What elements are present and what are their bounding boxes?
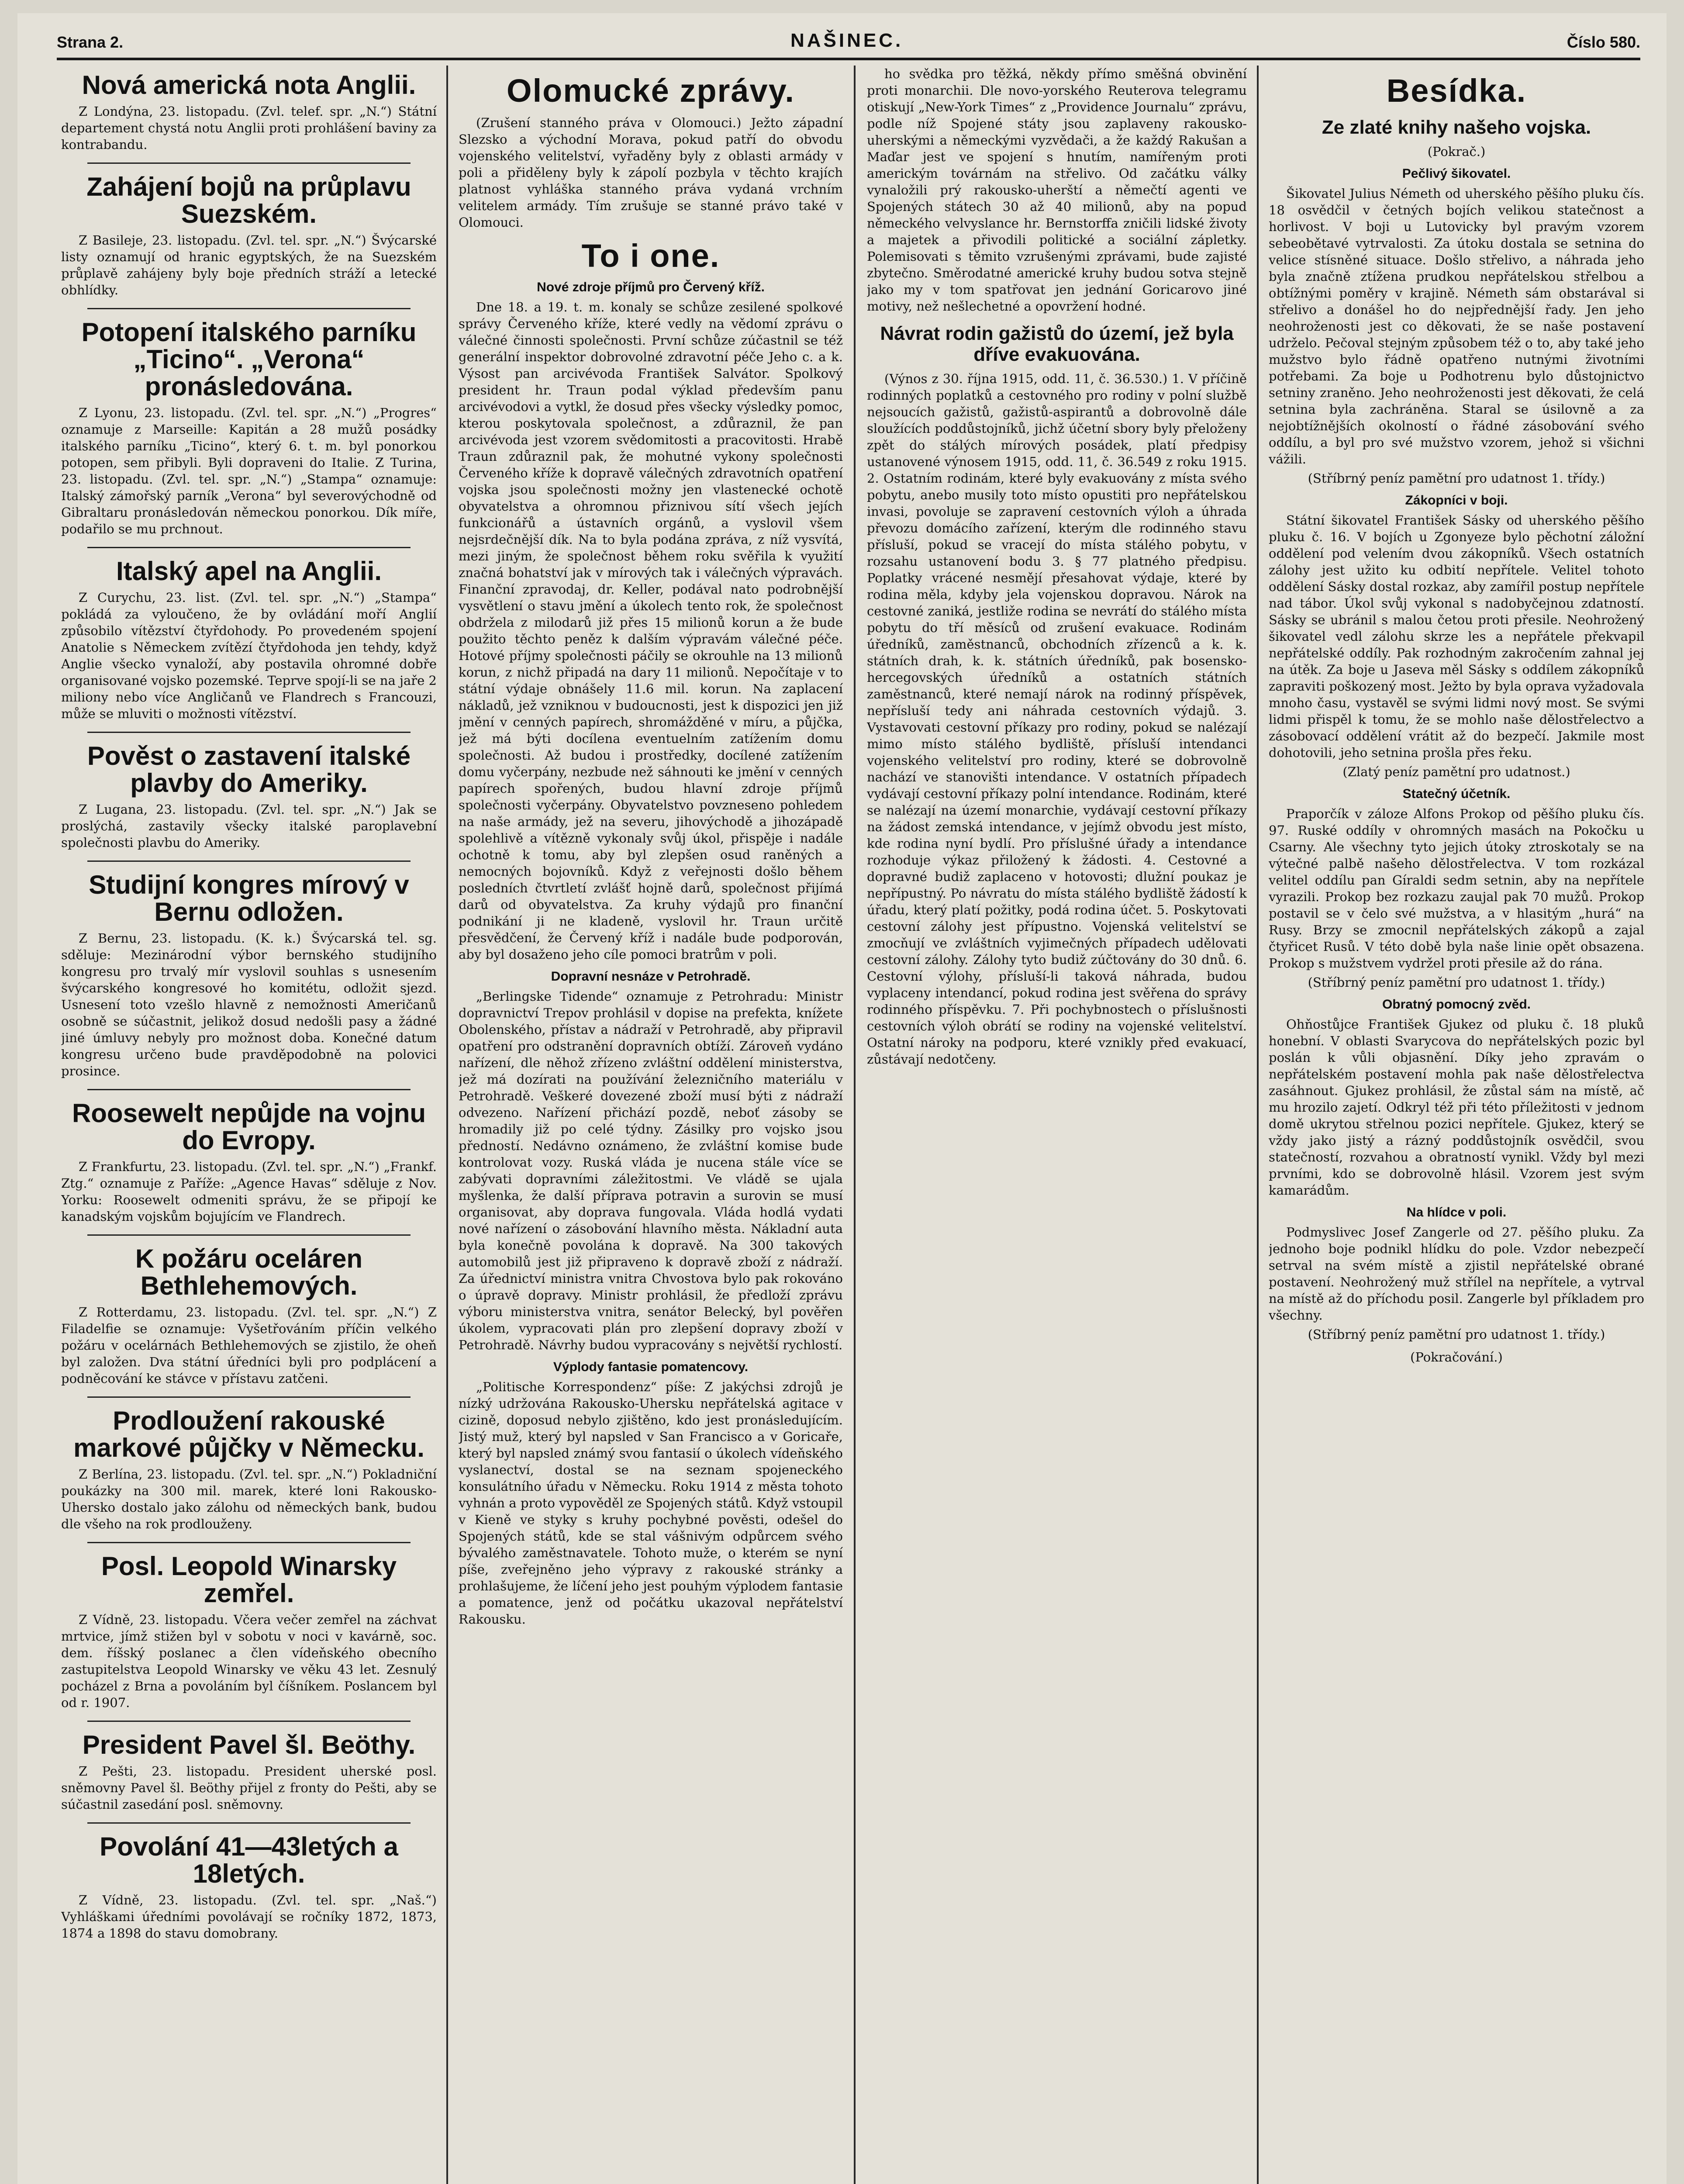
article-subheadline: Zákopníci v boji. bbox=[1405, 493, 1508, 508]
article-headline: President Pavel šl. Beöthy. bbox=[82, 1730, 416, 1759]
article-separator bbox=[87, 308, 411, 309]
article-text: Z Vídně, 23. listopadu. Včera večer zemřel na záchvat mrtvice, jímž stižen byl v sobotu v noci v kavárně, soc. dem. říšský poslanec a člen vídeňského obecního zastupitelstva Leopold Winarsky ve věku 43 let. Zesnulý pocházel z Brna a povoláním byl číšníkem. Poslancem byl od r. 1907. bbox=[61, 1612, 437, 1710]
article-headline: Potopení italského parníku „Ticino“. „Verona“ pronásledována. bbox=[81, 318, 417, 401]
article-note: (Zlatý peníz pamětní pro udatnost.) bbox=[1342, 764, 1570, 779]
article-text: Z Vídně, 23. listopadu. (Zvl. tel. spr. „Naš.“) Vyhláškami úředními povolávají se ročníky 1872, 1873, 1874 a 1898 do stavu domobrany. bbox=[61, 1893, 437, 1941]
article-text: Podmyslivec Josef Zangerle od 27. pěšího pluku. Za jednoho boje podnikl hlídku do pole. Vzdor nebezpečí setrval na svém místě a zjistil nepřátelské obrané postavení. Neohrožený muž střílel na nepřítele, a vytrval na místě až do příchodu posil. Zangerle byl příkladem pro všechny. bbox=[1269, 1225, 1644, 1323]
article-headline: Povolání 41—43letých a 18letých. bbox=[100, 1832, 398, 1888]
article-note: (Stříbrný peníz pamětní pro udatnost 1. třídy.) bbox=[1308, 471, 1605, 486]
article bbox=[1269, 1205, 1644, 1324]
article bbox=[61, 558, 437, 722]
article bbox=[1269, 1349, 1644, 1365]
article bbox=[1269, 470, 1644, 487]
article-text: Z Londýna, 23. listopadu. (Zvl. telef. spr. „N.“) Státní departement chystá notu Anglii proti prohlášení baviny za kontrabandu. bbox=[61, 104, 437, 152]
article-headline: To i one. bbox=[581, 238, 720, 274]
article-headline: Italský apel na Anglii. bbox=[116, 556, 382, 586]
article-subheadline: Nové zdroje příjmů pro Červený kříž. bbox=[537, 280, 765, 294]
article bbox=[61, 1407, 437, 1532]
article bbox=[61, 72, 437, 153]
article-text: Z Lugana, 23. listopadu. (Zvl. tel. spr. „N.“) Jak se proslýchá, zastavily všecky italské paroplavební společnosti plavbu do Ameriky. bbox=[61, 802, 437, 850]
article bbox=[1269, 73, 1644, 108]
newspaper-title: NAŠINEC. bbox=[790, 30, 904, 51]
article-text: Z Curychu, 23. list. (Zvl. tel. spr. „N.“) „Stampa“ pokládá za vyloučeno, že by ovládání moří Anglií způsobilo vítězství čtyřdohody. Po provedeném spojení Anatolie s Německem zvítězí čtyřdohoda jen tehdy, když Anglie všecko vynaloží, aby postavila ohromné dobře organisované vojsko pozemské. Teprve spojí-li se na jaře 2 miliony nebo více Angličanů ve Flandrech s Francouzi, může se mluviti o možnosti vítězství. bbox=[61, 590, 437, 721]
header-rule bbox=[57, 58, 1640, 60]
article-separator bbox=[87, 1396, 411, 1398]
article bbox=[459, 1359, 843, 1628]
article-text: Z Lyonu, 23. listopadu. (Zvl. tel. spr. „N.“) „Progres“ oznamuje z Marseille: Kapitán a 28 mužů posádky italského parníku „Ticino“, který 6. t. m. byl ponorkou potopen, sem přibyli. Byli dopraveni do Italie. Z Turina, 23. listopadu. (Zvl. tel. spr. „N.“) „Stampa“ oznamuje: Italský zámořský parník „Verona“ byl severovýchodně od Gibraltaru pronásledován německou ponorkou. Dík míře, podařilo se mu prchnout. bbox=[61, 405, 437, 536]
article-separator bbox=[87, 547, 411, 548]
article-note: (Stříbrný peníz pamětní pro udatnost 1. třídy.) bbox=[1308, 1327, 1605, 1342]
article-headline: Posl. Leopold Winarsky zemřel. bbox=[101, 1552, 397, 1608]
article bbox=[459, 238, 843, 273]
article-headline: Zahájení bojů na průplavu Suezském. bbox=[86, 172, 411, 228]
article-headline: Nová americká nota Anglii. bbox=[82, 70, 416, 100]
article-text: Z Rotterdamu, 23. listopadu. (Zvl. tel. spr. „N.“) Z Filadelfie se oznamuje: Vyšetřováním příčin velkého požáru v ocelárnách Bethlehemových se zjistilo, že oheň byl založen. Dva státní úředníci byli pro podplácení a podněcování ke stávce v přístavu zatčeni. bbox=[61, 1305, 437, 1386]
article-headline: Návrat rodin gažistů do území, jež byla dříve evakuována. bbox=[880, 323, 1234, 365]
article-headline: Prodloužení rakouské markové půjčky v Německu. bbox=[73, 1406, 424, 1462]
article bbox=[61, 319, 437, 537]
article-subheadline: Obratný pomocný zvěd. bbox=[1382, 997, 1531, 1012]
page-header bbox=[57, 21, 1640, 60]
article bbox=[61, 1833, 437, 1942]
article bbox=[1269, 117, 1644, 160]
article bbox=[1269, 764, 1644, 780]
article bbox=[1269, 166, 1644, 467]
column-divider bbox=[854, 66, 856, 2184]
article-note: (Stříbrný peníz pamětní pro udatnost 1. třídy.) bbox=[1308, 975, 1605, 990]
article bbox=[867, 66, 1247, 314]
column-divider bbox=[1257, 66, 1259, 2184]
column-4 bbox=[1269, 66, 1644, 2184]
article-text: (Zrušení stanného práva v Olomouci.) Ježto západní Slezsko a východní Morava, pokud patří do obvodu vojenského velitelství, vyřaděny byly z oblasti armády v poli a přiděleny byly k zápolí pozbyla v těchto krajích platnost vyhláška stanného práva vydaná vrchním velitelem armády. Tím zrušuje se stanné právo také v Olomouci. bbox=[459, 115, 843, 230]
article bbox=[61, 1731, 437, 1813]
article-note: (Pokračování.) bbox=[1410, 1350, 1503, 1365]
article bbox=[1269, 974, 1644, 991]
article-subheadline: Výplody fantasie pomatencovy. bbox=[553, 1360, 749, 1374]
article bbox=[61, 743, 437, 851]
article-headline: Besídka. bbox=[1386, 73, 1527, 109]
column-3 bbox=[867, 66, 1247, 2184]
article bbox=[61, 1245, 437, 1387]
article-note: (Pokrač.) bbox=[1427, 144, 1486, 159]
article-separator bbox=[87, 1542, 411, 1543]
article bbox=[61, 1553, 437, 1711]
article-text: Z Basileje, 23. listopadu. (Zvl. tel. spr. „N.“) Švýcarské listy oznamují od hranic egyptských, že na Suezském průplavě zahájeny byly boje předních stráží a letecké obhlídky. bbox=[61, 233, 437, 297]
article-separator bbox=[87, 732, 411, 733]
article-text: „Berlingske Tidende“ oznamuje z Petrohradu: Ministr dopravnictví Trepov prohlásil v dopise na prefekta, knížete Obolenského, přístav a nádraží v Petrohradě, aby připravil opatření pro odstranění dopravních obtíží. Zároveň vydáno nařízení, dle něhož zřízeno zvláštní oddělení ministerstva, jež má dozírati na používání železničního materiálu v Petrohradě. Veškeré dovezené zboží musí býti z nádraží odvezeno. Nařízení přichází pozdě, neboť zásoby se hromadily již po celé týdny. Zásilky pro vojsko jsou předností. Nedávno oznámeno, že zvláštní komise bude kontrolovat vozy. Ruská vláda je nucena stále více se zabývati dopravními záležitostmi. Ve vládě se ujala myšlenka, že další příprava potravin a surovin se musí organisovat, aby doprava fungovala. Vláda hodlá vydati nové nařízení o zásobování hlavního města. Nákladní auta byla konečně povolána k dopravě. Na 300 takových automobilů jest již připraveno k dopravě zboží z nádraží. Za úřednictví ministra vnitra Chvostova bylo pak rokováno o úpravě dopravy. Ministr prohlásil, že předloží zprávu výboru ministerstva vnitra, senátor Belecký, byl pověřen úkolem, vypracovati plán pro zlepšení dopravy zboží v Petrohradě. Návrhy budou vypracovány s největší rychlostí. bbox=[459, 989, 843, 1352]
article bbox=[1269, 493, 1644, 761]
article-text: ho svědka pro těžká, někdy přímo směšná obvinění proti monarchii. Dle novo-yorského Reuterova telegramu otiskují „New-York Times“ z „Providence Journalu“ zprávu, podle níž Spojené státy jsou zaplaveny rakousko-uherskými a německými vyzvědači, a že každý Rakušan a Maďar jest ve spojení s hnutím, namířeným proti americkým továrnám na střelivo. Od začátku války vynaložili prý rakousko-uherští a němečtí agenti ve Spojených státech 30 až 40 milionů, aby na popud německého velvyslance hr. Bernstorffa zničili lidské životy a majetek a přivodili politické a sociální zápletky. Polemisovati s těmito vzrušenými zprávami, bude zajisté zbytečno. Směrodatné americké kruhy budou sotva stejně jako my v tom spatřovat jen jednání Goricarovo jiné motivy, než nešlechetné a opovržení hodné. bbox=[867, 66, 1247, 314]
article-separator bbox=[87, 1234, 411, 1236]
article bbox=[61, 173, 437, 298]
article-headline: Pověst o zastavení italské plavby do Ameriky. bbox=[87, 741, 411, 798]
article-headline: Ze zlaté knihy našeho vojska. bbox=[1322, 117, 1591, 138]
article-text: „Politische Korrespondenz“ píše: Z jakýchsi zdrojů je nízký udržována Rakousko-Uhersku nepřátelská agitace v cizině, doposud nebylo zjištěno, kdo jest pronásledujícím. Jistý muž, který byl napsled v San Francisco a v Goricaře, který byl napsled známý svou fantasií o úkolech vídeňského vyslanectví, dostal se na seznam spojeneckého konsulátního úřadu v Německu. Roku 1914 z města tohoto vyhnán a proto vypověděl ze Spojených států. Když vstoupil v Kieně ve styky s kruhy pochybné pověsti, odešel do Spojených států, kde se stal vášnivým odpůrcem svého bývalého zaměstnavatele. Tohoto muže, o kterém se nyní píše, zveřejněno jeho výpravy z rakouské stránky a prohlašujeme, že líčení jeho jest pouhým výplodem fantasie a pomatence, jenž od počátku ukazoval nepřátelství Rakousku. bbox=[459, 1379, 843, 1627]
article-separator bbox=[87, 1089, 411, 1090]
article-text: Šikovatel Julius Németh od uherského pěšího pluku čís. 18 osvědčil v četných bojích velikou statečnost a horlivost. V boji u Lutovicky byl pravým vzorem sebeobětavé vytrvalosti. Za útoku dostala se setnina do velice stísněné situace. Došlo střelivo, a náhrada jeho byla značně ztížena prudkou nepřátelskou střelbou a obtížnými poměry v krajině. Németh sám obstarával si střelivo a donášel ho do nejpřednější řady. Jen jeho neohroženosti jest co děkovati, že se naše postavení udrželo. Pečoval stejným způsobem též o to, aby také jeho mužstvo bylo řádně opatřeno nutnými životními potřebami. Za boje u Podhotrenu bylo důstojnictvo setniny zraněno. Jeho neohroženosti jest děkovati, že celá setnina byla zachráněna. Staral se úsilovně a za nejobtížnějších okolností o řádné zásobování svého oddílu, a byl pro své mužstvo vzorem, jehož si všichni vážili. bbox=[1269, 186, 1644, 467]
article-headline: Studijní kongres mírový v Bernu odložen. bbox=[89, 870, 409, 926]
article-text: Z Pešti, 23. listopadu. President uherské posl. sněmovny Pavel šl. Beöthy přijel z fronty do Pešti, aby se súčastnil zasedání posl. sněmovny. bbox=[61, 1764, 437, 1812]
page-number: Strana 2. bbox=[57, 33, 124, 51]
article-text: Ohňostůjce František Gjukez od pluku č. 18 pluků honební. V oblasti Svarycova do nepřátelských pozic byl poslán k vůli objasnění. Díky jeho zpravám o nepřátelském postavení mohla pak naše dělostřelectva zasáhnout. Gjukez prohlásil, že zůstal sám na místě, ač mu hrozilo zajetí. Odkryl též při této příležitosti v jednom domě ukrytou střelnou pozici nepřítele. Gjukez, který se vždy jako jistý a rázný poddůstojník osvědčil, svou statečností, rozvahou a obratností vynikl. Vždy byl mezi prvními, kdo se dobrovolně hlásil. Vzorem jest svým kamarádům. bbox=[1269, 1017, 1644, 1198]
issue-number: Číslo 580. bbox=[1567, 33, 1640, 51]
column-2 bbox=[459, 66, 843, 2184]
article-text: Dne 18. a 19. t. m. konaly se schůze zesilené spolkové správy Červeného kříže, které vedly na vědomí zprávu o válečné činnosti společnosti. První schůze zúčastnil se též generální inspektor dobrovolné zdravotní péče Jeho c. a k. Výsost pan arcivévoda František Salvátor. Spolkový president hr. Traun podal výklad především panu arcivévodovi a vytkl, že dosud přes všecky výsledky pomoc, kterou poskytovala společnost, a zdůraznil, že pan arcivévoda jest vzorem svědomitosti a pracovitosti. Hrabě Traun zdůraznil pak, že mohutné vykony společnosti Červeného kříže k dopravě válečných zdravotních opatření vojska jsou společnosti možny jen vlastenecké ochotě obyvatelstva a ohromnou přiznivou sítí všech jejích funkcionářů a ústavních orgánů, a vyslovil všem nejsrdečnější dík. Na to byla podána zpráva, z níž vysvítá, mezi jiným, že společnost během roku svěřila k využití značná bohatství jak v mírových tak i válečných výpravách. Finanční zpravodaj, dr. Keller, podával nato podrobnější vysvětlení o stavu jmění a úkolech tento rok, že společnost obdržela z milodarů již přes 15 milionů korun a že bude použito těchto peněz k dalším výpravám válečné péče. Hotové příjmy společnosti páčily se okrouhle na 13 milionů korun, z nichž připadá na dary 11 milionů. Nepočítaje v to státní výdaje obnášely 11.6 mil. korun. Na zaplacení nákladů, jež vzniknou v budoucnosti, jest k dispozici jen již jmění v cenných papírech, shromážděné v míru, a půjčka, jež má býti docílena eventuelním zatížením domu společnosti. Až budou i prostředky, docílené zatížením domu vyčerpány, nezbude než sáhnouti ke jmění v cenných papírech spořených, budou hlavní zdroje příjmů společnosti vyčerpány. Obyvatelstvo povzneseno pohledem na naše armády, jež na severu, jihovýchodě a jihozápadě spolehlivě a vítězně vykonaly svůj úkol, přispěje i nadále ochotně k tomu, aby byl zlepšen osud raněných a nemocných bojovníků. Když z veřejnosti došlo během posledních čtvrtletí zvlášť hojně darů, společnost přijímá darů od obyvatelstva. Za kruhy výdajů pro finanční podnikání ji ne kladeně, vyslovil hr. Traun určitě přesvědčení, že Červený kříž i nadále bude podporován, aby byl dosaženo jeho cíle pomoci bratrům v poli. bbox=[459, 300, 843, 962]
article-subheadline: Na hlídce v poli. bbox=[1406, 1205, 1507, 1220]
article-subheadline: Pečlivý šikovatel. bbox=[1402, 166, 1511, 181]
article bbox=[61, 871, 437, 1079]
article-text: Praporčík v záloze Alfons Prokop od pěšího pluku čís. 97. Ruské oddíly v ohromných masách na Pokočku u Csarny. Ale všechny tyto jejich útoky ztroskotaly se na výtečné palbě našeho dělostřelectva. V tom rozkázal velitel oddílu pan Gíraldi sedm setnin, aby na nepřítele vyrazili. Prokop bez rozkazu zaujal pak 70 mužů. Prokop postavil se v čelo své mužstva, a v hlasitým „hurá“ na Rusy. Brzy se zmocnil nepřátelských zákopů a zajal čtyřicet Rusů. V této době byla naše linie opět obsazena. Prokop s mužstvem vydržel proti přesile až do rána. bbox=[1269, 806, 1644, 971]
article bbox=[459, 969, 843, 1353]
article-separator bbox=[87, 162, 411, 164]
column-divider bbox=[446, 66, 448, 2184]
article bbox=[867, 323, 1247, 1068]
article bbox=[1269, 997, 1644, 1199]
column-1 bbox=[61, 66, 437, 2184]
article-text: Z Berlína, 23. listopadu. (Zvl. tel. spr. „N.“) Pokladniční poukázky na 300 mil. marek, které loni Rakousko-Uhersko dostalo jako zálohu od německých bank, budou dle všeho na rok prodlouženy. bbox=[61, 1467, 437, 1531]
article bbox=[61, 1100, 437, 1225]
article-headline: Roosewelt nepůjde na vojnu do Evropy. bbox=[72, 1099, 426, 1155]
article-separator bbox=[87, 860, 411, 862]
article-text: (Výnos z 30. října 1915, odd. 11, č. 36.530.) 1. V příčině rodinných poplatků a cestovného pro rodiny v polní službě nejsoucích gažistů, gažistů-aspirantů a dobrovolně dále sloužících poddůstojníků, jichž účetní sbory byly přeloženy zpět do stálých mírových posádek, platí předpisy ustanovené výnosem 1915, odd. 11, č. 36.549 z roku 1915. 2. Ostatním rodinám, které byly evakuovány z místa svého pobytu, anebo musily toto místo opustiti pro nepřátelskou invasi, povoluje se zapravení cestovních výloh a úhrada převozu domácího zařízení, kterým dle rodinného stavu přísluší, pokud se vracejí do místa stálého pobytu, v rozsahu ustanovení bodu 3. § 77 platného předpisu. Poplatky vrácené nesmějí přesahovat výdaje, které by rodina měla, kdyby jela vojenskou dopravou. Nárok na cestovné zaniká, jestliže rodina se nevrátí do stálého místa pobytu do tří měsíců od zrušení evakuace. Rodinám úředníků, zaměstnanců, obchodních zřízenců a k. k. státních drah, k. k. státních úředníků, pak bosensko-hercegovských úředníků a ostatních státních zaměstnanců, které nemají nárok na rodinný příspěvek, nepřísluší tedy ani náhrada cestovních výdajů. 3. Vystavovati cestovní příkazy pro rodiny, pokud se nalézají mimo místo stálého bydliště, přísluší intendanci vojenského velitelství pro rodiny, které se dobrovolně nachází ve stanovišti intendance. V ostatních případech vydávají cestovní příkazy polní intendance. Rodinám, které se nalézají na území monarchie, vydávají cestovní příkazy na žádost zemská intendance, v jejímž obvodu jest místo, kde rodina nyní bydlí. Pro příslušné úřady a intendance rozhoduje výkaz přiložený k žádosti. 4. Cestovné a dopravné budiž zaplaceno v hotovosti; dlužní poukaz je nepřípustný. Po návratu do místa stálého bydliště žádostí k úřadu, který platí požitky, podá rodina účet. 5. Poskytovati cestovní zálohy jest přípustno. Vojenská velitelství se zmocňují ve zvláštních vyjimečných případech udělovati cestovní zálohy. Zálohy tyto budiž zúčtovány do 30 dnů. 6. Cestovní výlohy, přísluší-li taková náhrada, budou vyplaceny intendancí, pokud rodina jest svěřena do správy rodinného příspěvku. 7. Při pochybnostech o příslušnosti cestovních výloh obrátí se rodiny na vojenské velitelství. Ostatní nároky na podporu, které vznikly před evakuací, zůstávají nedotčeny. bbox=[867, 371, 1247, 1067]
article-subheadline: Dopravní nesnáze v Petrohradě. bbox=[551, 969, 751, 984]
article bbox=[1269, 1326, 1644, 1343]
article-subheadline: Statečný účetník. bbox=[1402, 787, 1511, 801]
article bbox=[1269, 786, 1644, 971]
article-text: Z Bernu, 23. listopadu. (K. k.) Švýcarská tel. sg. sděluje: Mezinárodní výbor bernského studijního kongresu pro trvalý mír vyslovil souhlas s usnesením švýcarského kongresové ho komitétu, odložit sjezd. Usnesení toto vzešlo hlavně z nemožnosti Američanů osobně se súčastnit, jelikož dosud nedošli pasy a žádné jiné úmluvy nebyly pro možnost doba. Konečné datum kongresu určeno bude pravděpodobně na polovici prosince. bbox=[61, 931, 437, 1078]
article-headline: K požáru oceláren Bethlehemových. bbox=[135, 1244, 363, 1300]
article-text: Z Frankfurtu, 23. listopadu. (Zvl. tel. spr. „N.“) „Frankf. Ztg.“ oznamuje z Paříže: „Agence Havas“ sděluje z Nov. Yorku: Roosewelt odmeniti správu, že se připojí ke kanadským vojskům bojujícím ve Flandrech. bbox=[61, 1159, 437, 1224]
article-headline: Olomucké zprávy. bbox=[507, 73, 795, 109]
article bbox=[459, 280, 843, 963]
article-separator bbox=[87, 1822, 411, 1824]
article-text: Státní šikovatel František Sásky od uherského pěšího pluku č. 16. V bojích u Zgonyeze bylo pěchotní záložní oddělení pod velením dvou zákopníků. Všech ostatních zálohy jest užito ku odbití nepřítele. Velitel tohoto oddělení Sásky dostal rozkaz, aby zamířil postup nepřítele nad tábor. Úkol svůj vykonal s nadobyčejnou zdatností. Sásky se ubránil s malou četou proti přesile. Neohrožený šikovatel vedl zálohu skrze les a nepřátele překvapil nepřátelské oddíly. Pak rozhodným zakročením zahnal jej na útěk. Za boje u Jaseva měl Sásky s oddílem zákopníků zapraviti poškozený most. Ježto by byla oprava vyžadovala mnoho času, vystavěl se svými lidmi nový most. Se svými lidmi přispěl k tomu, že se mohlo naše dělostřelectvo a zásobovací oddělení vrátit až do bezpečí. Jakmile most dohotovili, jeho setnina prošla přes řeku. bbox=[1269, 513, 1644, 760]
article-separator bbox=[87, 1721, 411, 1722]
newspaper-page bbox=[17, 13, 1667, 2184]
article bbox=[459, 73, 843, 231]
